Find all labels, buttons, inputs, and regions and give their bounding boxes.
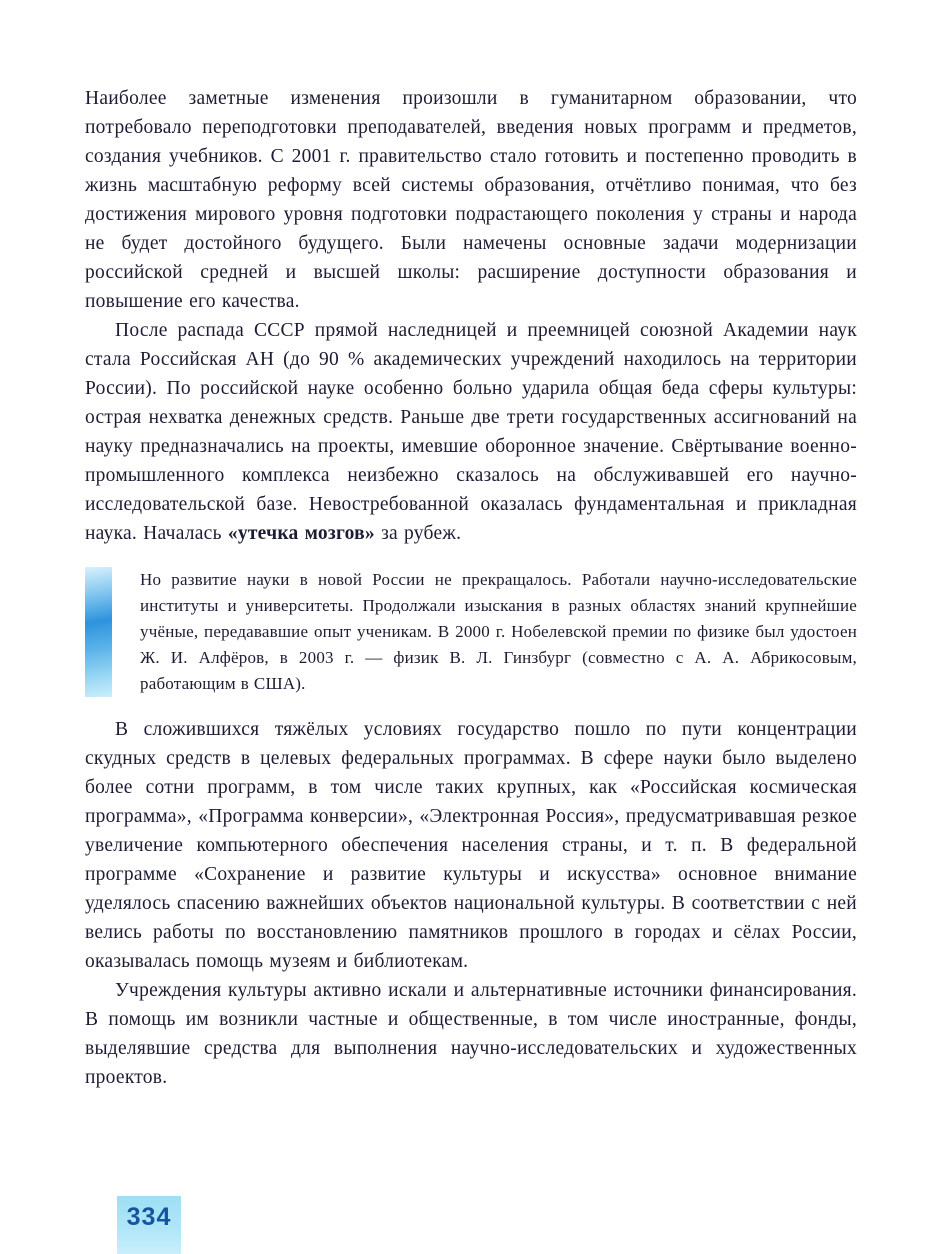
paragraph-education-reform: Наиболее заметные изменения произошли в гуманитарном образовании, что потребовало переподготовки преподавателей, введения новых программ и предметов, создания учебников. С 2001 г. правительство стало готовить и постепенно проводить в жизнь масштабную реформу всей системы образования, отчётливо понимая, что без достижения мирового уровня подготовки подрастающего поколения у страны и народа не будет достойного будущего. Были намечены основные задачи модернизации российской средней и высшей школы: расширение доступности образования и повышение его качества. (85, 88, 857, 312)
page-number: 334 (126, 1203, 172, 1231)
paragraph-science-tail: за рубеж. (374, 523, 462, 544)
paragraph-science-crisis (85, 316, 857, 548)
brain-drain-term: «утечка мозгов» (227, 523, 375, 544)
paragraph-culture-funding: Учреждения культуры активно искали и альтернативные источники финансирования. В помощь им возникли частные и общественные, в том числе иностранные, фонды, выделявшие средства для выполнения научно-исследовательских и художественных проектов. (85, 980, 857, 1088)
paragraph-federal-programs: В сложившихся тяжёлых условиях государство пошло по пути концентрации скудных средств в целевых федеральных программах. В сфере науки было выделено более сотни программ, в том числе таких крупных, как «Российская космическая программа», «Программа конверсии», «Электронная Россия», предусматривавшая резкое увеличение компьютерного обеспечения населения страны, и т. п. В федеральной программе «Сохранение и развитие культуры и искусства» основное внимание уделялось спасению важнейших объектов национальной культуры. В соответствии с ней велись работы по восстановлению памятников прошлого в городах и сёлах России, оказывалась помощь музеям и библиотекам. (85, 719, 857, 972)
paragraph-science-text: После распада СССР прямой наследницей и преемницей союзной Академии наук стала Российская АН (до 90 % академических учреждений находилось на территории России). По российской науке особенно больно ударила общая беда сферы культуры: острая нехватка денежных средств. Раньше две трети государственных ассигнований на науку предназначались на проекты, имевшие оборонное значение. Свёртывание военно-промышленного комплекса неизбежно сказалось на обслуживавшей его научно-исследовательской базе. Невостребованной оказалась фундаментальная и прикладная наука. Началась (85, 320, 857, 544)
page-number-badge (117, 1196, 181, 1254)
blue-accent-bar (85, 567, 112, 697)
text-column (85, 84, 857, 1092)
sidebar-note-block (85, 567, 857, 697)
sidebar-note-text: Но развитие науки в новой России не прекращалось. Работали научно-исследовательские институты и университеты. Продолжали изыскания в разных областях знаний крупнейшие учёные, передававшие опыт ученикам. В 2000 г. Нобелевской премии по физике был удостоен Ж. И. Алфёров, в 2003 г. — физик В. Л. Гинзбург (совместно с А. А. Абрикосовым, работающим в США). (140, 570, 857, 693)
